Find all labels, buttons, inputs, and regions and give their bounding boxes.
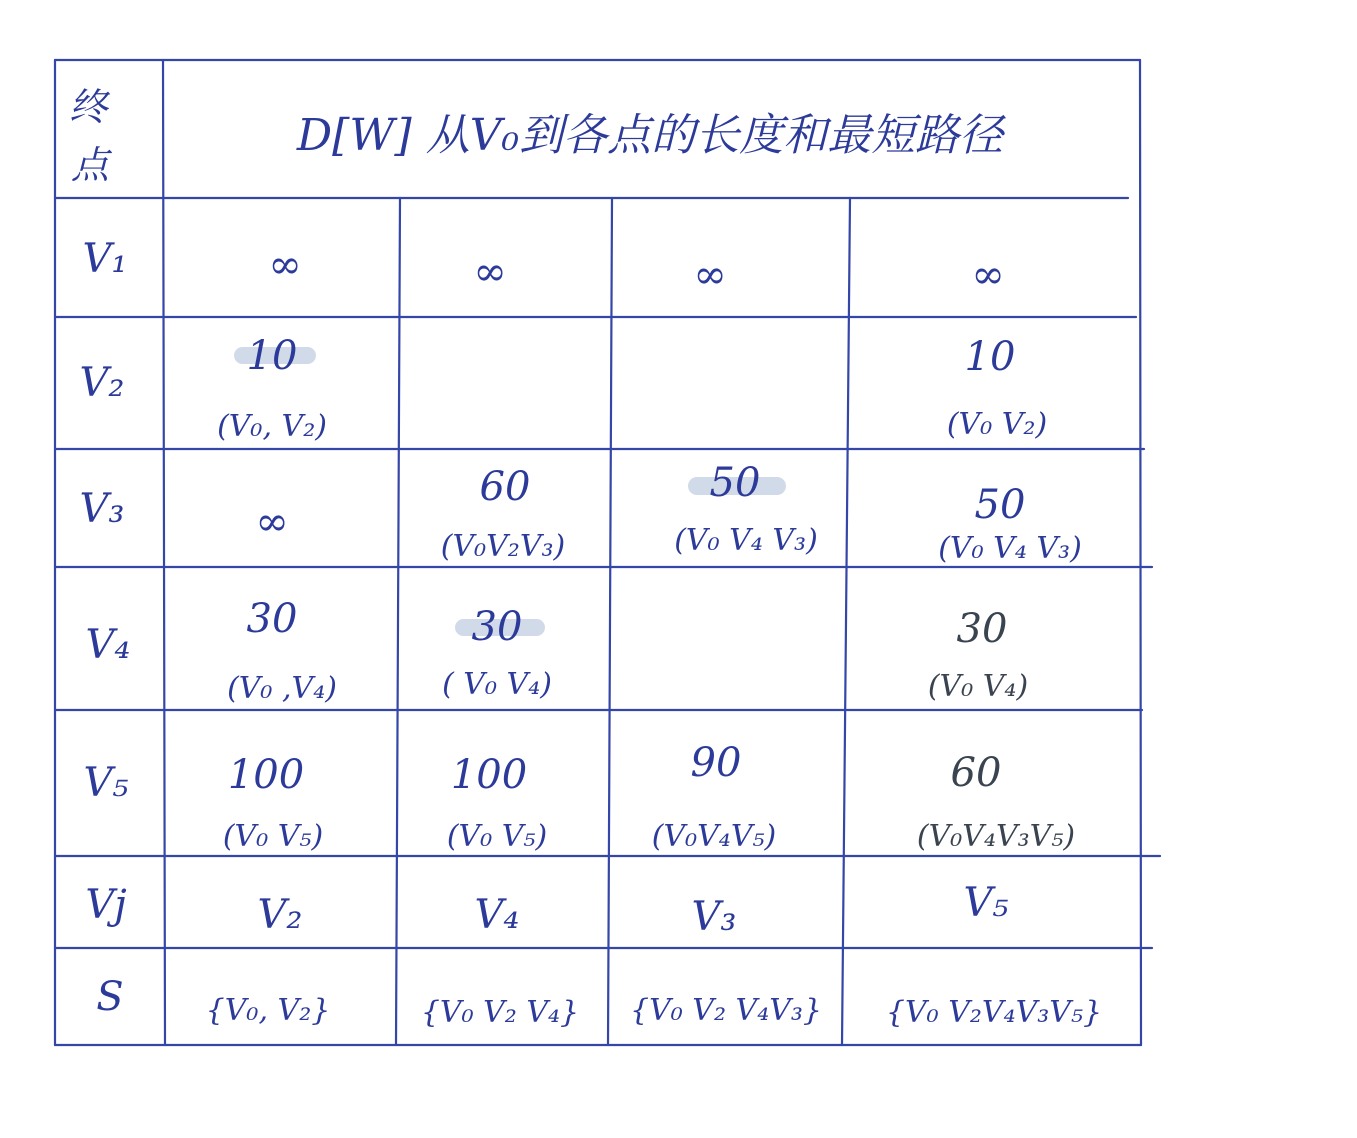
distance-value: ∞ [255,499,289,545]
column-divider [842,198,850,1045]
distance-value: 100 [227,752,305,798]
path-value: (V₀ V₄) [927,669,1029,704]
row-label-v3: V₃ [79,486,125,532]
column-divider [608,198,612,1045]
path-value: (V₀V₄V₃V₅) [916,819,1076,854]
vertex-set: {V₀ V₂V₄V₃V₅} [885,995,1103,1030]
path-value: (V₀ V₄ V₃) [938,531,1082,566]
distance-value: 90 [690,740,742,786]
vertex-set: {V₀ V₂ V₄V₃} [629,993,823,1028]
selected-vertex: V₅ [963,880,1009,926]
row-label-v1: V₁ [82,236,128,282]
table-header [69,85,1008,187]
distance-value: ∞ [473,249,507,295]
distance-value: 60 [950,750,1002,796]
row-v3 [255,460,1081,566]
path-value: (V₀ V₂) [946,407,1048,442]
row-label-v2: V₂ [79,360,125,406]
row-v1 [268,242,1004,298]
row-label-vj: Vj [85,882,127,928]
row-vj [258,880,1009,940]
path-value: (V₀ V₅) [222,819,324,854]
selected-vertex: V₄ [474,892,520,938]
column-divider [396,198,400,1045]
distance-value: 10 [964,334,1016,380]
corner-label-top: 终 [68,85,108,129]
distance-value: 30 [471,604,523,650]
distance-value: 50 [974,482,1026,528]
row-label-s: S [96,974,124,1020]
table-title: D[W] 从V₀到各点的长度和最短路径 [296,110,1004,161]
vertex-set: {V₀ V₂ V₄} [420,995,580,1030]
path-value: (V₀ ,V₄) [227,671,337,706]
distance-value: 30 [246,596,298,642]
distance-value: ∞ [693,252,727,298]
row-label-v5: V₅ [83,760,129,806]
row-v2 [217,333,1047,444]
row-label-v4: V₄ [85,622,131,668]
row-s [206,993,1102,1030]
path-value: (V₀V₂V₃) [440,529,566,564]
row-labels [80,236,131,1020]
label-column-divider [163,60,165,1045]
selected-vertex: V₃ [691,894,737,940]
vertex-set: {V₀, V₂} [205,993,331,1028]
row-v4 [227,596,1028,706]
corner-label-bottom: 点 [70,143,110,187]
distance-value: 100 [450,752,528,798]
path-value: (V₀ V₅) [446,819,548,854]
table-border-right [1140,60,1141,1045]
path-value: ( V₀ V₄) [442,667,552,702]
path-value: (V₀, V₂) [217,409,327,444]
selected-vertex: V₂ [257,892,303,938]
row-v5 [223,740,1075,854]
distance-value: 60 [479,464,531,510]
distance-value: 50 [709,460,761,506]
distance-value: 30 [956,606,1008,652]
path-value: (V₀V₄V₅) [651,819,777,854]
distance-value: ∞ [971,252,1005,298]
distance-value: ∞ [268,242,302,288]
distance-value: 10 [246,333,298,379]
path-value: (V₀ V₄ V₃) [674,523,818,558]
